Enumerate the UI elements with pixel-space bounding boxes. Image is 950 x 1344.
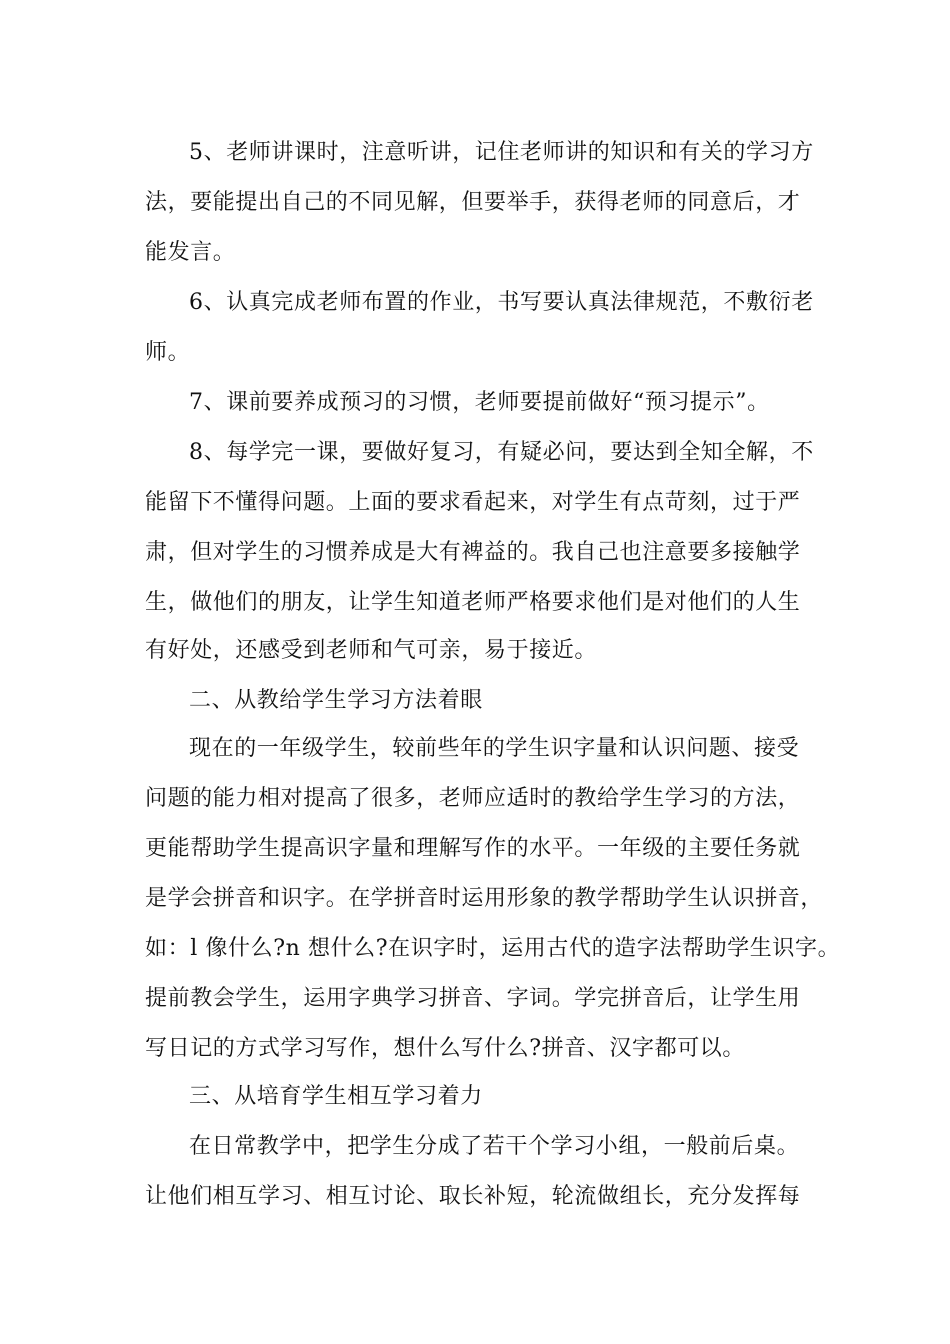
paragraph-line: 如：l 像什么?n 想什么?在识字时，运用古代的造字法帮助学生识字。: [145, 936, 841, 961]
paragraph-line: 7、课前要养成预习的习惯，老师要提前做好“预习提示”。: [189, 390, 770, 415]
paragraph-line: 师。: [145, 340, 191, 365]
paragraph-line: 法，要能提出自己的不同见解，但要举手，获得老师的同意后，才: [145, 190, 801, 215]
paragraph-line: 现在的一年级学生，较前些年的学生识字量和认识问题、接受: [189, 736, 800, 761]
paragraph-line: 5、老师讲课时，注意听讲，记住老师讲的知识和有关的学习方: [189, 140, 814, 165]
paragraph-line: 在日常教学中，把学生分成了若干个学习小组，一般前后桌。: [189, 1134, 800, 1159]
section-heading: 三、从培育学生相互学习着力: [189, 1084, 483, 1109]
paragraph-line: 肃，但对学生的习惯养成是大有裨益的。我自己也注意要多接触学: [145, 540, 801, 565]
paragraph-line: 提前教会学生，运用字典学习拼音、字词。学完拼音后，让学生用: [145, 986, 801, 1011]
section-heading: 二、从教给学生学习方法着眼: [189, 688, 483, 713]
paragraph-line: 能留下不懂得问题。上面的要求看起来，对学生有点苛刻，过于严: [145, 490, 801, 515]
paragraph-line: 8、每学完一课，要做好复习，有疑必问，要达到全知全解，不: [189, 440, 814, 465]
paragraph-line: 更能帮助学生提高识字量和理解写作的水平。一年级的主要任务就: [145, 836, 801, 861]
paragraph-line: 写日记的方式学习写作，想什么写什么?拼音、汉字都可以。: [145, 1036, 745, 1061]
paragraph-line: 6、认真完成老师布置的作业，书写要认真法律规范，不敷衍老: [189, 290, 814, 315]
paragraph-line: 让他们相互学习、相互讨论、取长补短，轮流做组长，充分发挥每: [145, 1184, 801, 1209]
paragraph-line: 问题的能力相对提高了很多，老师应适时的教给学生学习的方法，: [145, 786, 801, 811]
paragraph-line: 有好处，还感受到老师和气可亲，易于接近。: [145, 638, 598, 663]
paragraph-line: 是学会拼音和识字。在学拼音时运用形象的教学帮助学生认识拼音，: [145, 886, 824, 911]
paragraph-line: 能发言。: [145, 240, 236, 265]
paragraph-line: 生，做他们的朋友，让学生知道老师严格要求他们是对他们的人生: [145, 590, 801, 615]
